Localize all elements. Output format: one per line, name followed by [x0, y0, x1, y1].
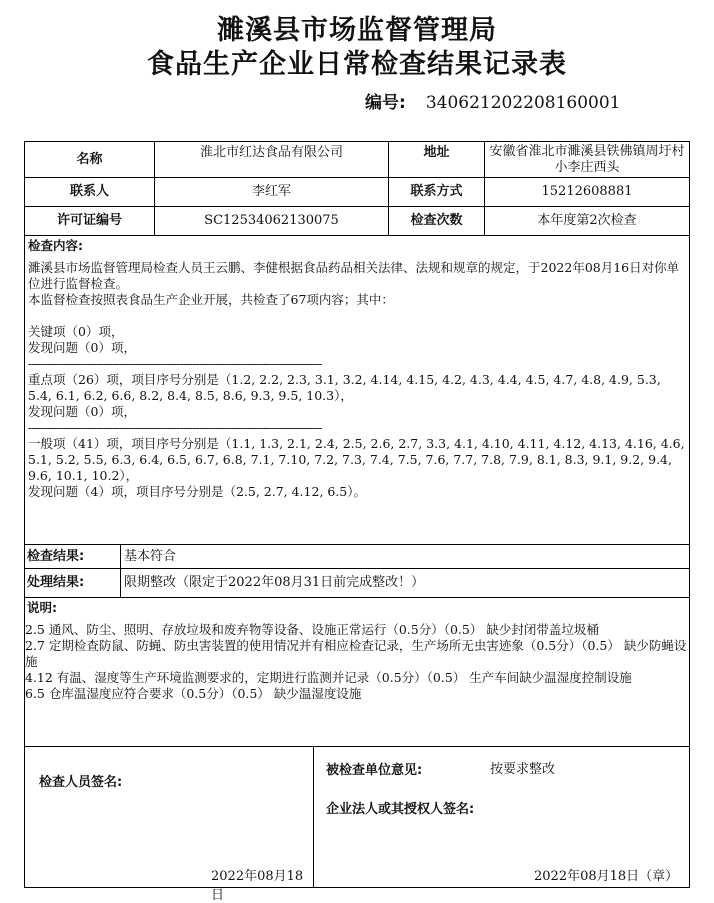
contact-label: 联系人	[25, 178, 155, 207]
contact-person: 李红军	[155, 178, 389, 207]
address-label: 地址	[389, 142, 485, 178]
legal-rep-date: 2022年08月18日（章）	[534, 869, 679, 884]
company-address: 安徽省淮北市濉溪县铁佛镇周圩村小李庄西头	[485, 142, 689, 178]
inspector-signature-label: 检查人员签名:	[39, 775, 123, 790]
note-item: 4.12 有温、湿度等生产环境监测要求的，定期进行监测并记录（0.5分）（0.5） 生产车间缺少温湿度控制设施	[25, 670, 632, 685]
inspector-date: 2022年08月18日	[211, 869, 304, 903]
opinion-value: 按要求整改	[490, 762, 556, 777]
inspection-count: 本年度第2次检查	[485, 207, 689, 236]
inspector-signature-block	[25, 747, 314, 903]
content-heading: 检查内容:	[28, 238, 83, 253]
license-label: 许可证编号	[25, 207, 155, 236]
phone-number: 15212608881	[485, 178, 689, 207]
divider-2: -------------------------------------------------------------------------------------------	[28, 420, 322, 435]
document-number-value: 340621202208160001	[425, 93, 621, 113]
key-items: 关键项（0）项，	[28, 324, 124, 339]
inspection-content	[25, 236, 689, 545]
result-label: 检查结果:	[25, 545, 121, 569]
inspection-count-label: 检查次数	[389, 207, 485, 236]
key-found: 发现问题（0）项，	[28, 340, 136, 355]
phone-label: 联系方式	[389, 178, 485, 207]
name-label: 名称	[25, 142, 155, 178]
divider-1: -------------------------------------------------------------------------------------------	[28, 356, 322, 371]
note-item: 2.7 定期检查防鼠、防蝇、防虫害装置的使用情况并有相应检查记录，生产场所无虫害迹象（0.5分）（0.5） 缺少防蝇设施	[25, 638, 687, 669]
document-number	[365, 88, 621, 113]
legal-rep-signature-label: 企业法人或其授权人签名:	[326, 802, 475, 817]
major-found: 发现问题（0）项，	[28, 404, 136, 419]
license-number: SC12534062130075	[155, 207, 389, 236]
document-number-label: 编号:	[365, 93, 406, 113]
handling-value: 限期整改（限定于2022年08月31日前完成整改！）	[121, 569, 689, 598]
general-found: 发现问题（4）项，项目序号分别是（2.5, 2.7, 4.12, 6.5）。	[28, 484, 367, 499]
record-table	[24, 141, 690, 903]
notes-section	[25, 598, 689, 747]
handling-label: 处理结果:	[25, 569, 121, 598]
content-scope: 本监督检查按照表食品生产企业开展，共检查了67项内容；其中：	[28, 292, 394, 307]
opinion-label: 被检查单位意见:	[326, 763, 423, 778]
note-item: 2.5 通风、防尘、照明、存放垃圾和废弃物等设备、设施正常运行（0.5分）（0.5） 缺少封闭带盖垃圾桶	[25, 622, 599, 637]
agency-title: 濉溪县市场监督管理局	[217, 15, 497, 46]
content-intro: 濉溪县市场监督管理局检查人员王云鹏、李健根据食品药品相关法律、法规和规章的规定，于2022年08月16日对你单位进行监督检查。	[28, 260, 680, 291]
result-value: 基本符合	[121, 545, 689, 569]
major-items: 重点项（26）项，项目序号分别是（1.2, 2.2, 2.3, 3.1, 3.2, 4.14, 4.15, 4.2, 4.3, 4.4, 4.5, 4.7, 4.8, 4.9, 5.3, 5.4, 6.1, 6.2, 6.6, 8.2, 8.4, 8.5, 8.6, 9.3, 9.5, 10.3），	[28, 372, 665, 403]
company-name: 淮北市红达食品有限公司	[155, 142, 389, 178]
note-item: 6.5 仓库温湿度应符合要求（0.5分）（0.5） 缺少温湿度设施	[25, 686, 362, 701]
general-items: 一般项（41）项，项目序号分别是（1.1, 1.3, 2.1, 2.4, 2.5, 2.6, 2.7, 3.3, 4.1, 4.10, 4.11, 4.12, 4.13, 4.16, 4.6, 5.1, 5.2, 5.5, 6.3, 6.4, 6.5, 6.7, 6.8, 7.1, 7.10, 7.2, 7.3, 7.4, 7.5, 7.6, 7.7, 7.8, 7.9, 8.1, 8.3, 9.1, 9.2, 9.4, 9.6, 10.1, 10.2），	[28, 436, 689, 483]
notes-heading: 说明:	[27, 600, 57, 615]
form-title: 食品生产企业日常检查结果记录表	[147, 49, 567, 80]
company-opinion-block	[314, 747, 689, 887]
